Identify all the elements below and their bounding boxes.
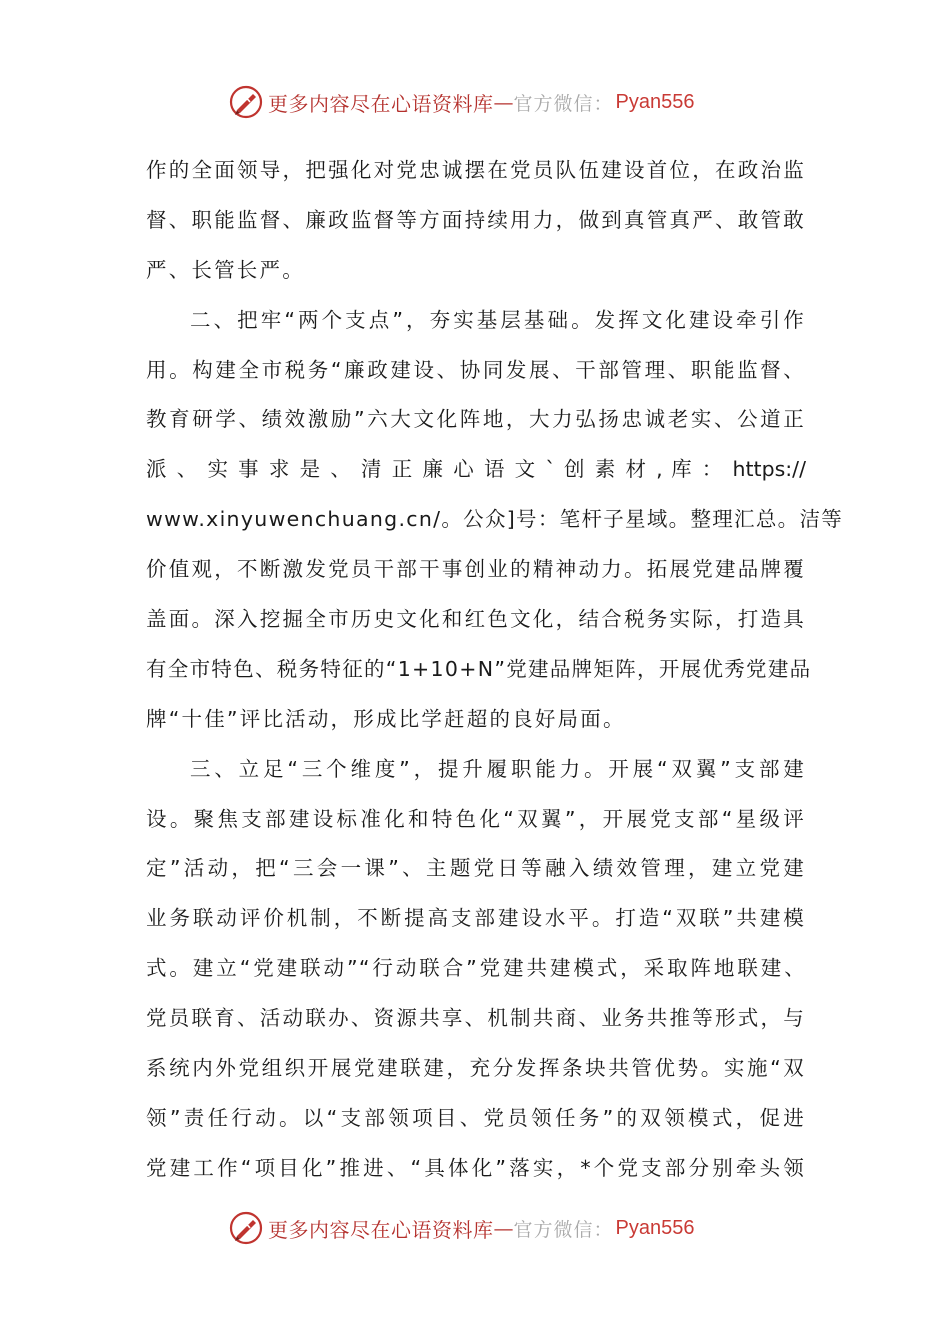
text-line: 教育研学、绩效激励”六大文化阵地，大力弘扬忠诚老实、公道正 [146, 407, 806, 432]
banner-contact-label: 官方微信： [513, 1218, 614, 1241]
text-line: 定”活动，把“三会一课”、主题党日等融入绩效管理，建立党建 [146, 856, 806, 881]
text-line: 设。聚焦支部建设标准化和特色化“双翼”，开展党支部“星级评 [146, 806, 806, 831]
text-line: 用。构建全市税务“廉政建设、协同发展、干部管理、职能监督、 [146, 357, 806, 382]
text-line: 党建工作“项目化”推进、“具体化”落实，*个党支部分别牵头领 [146, 1155, 806, 1180]
text-line: 派 、 实 事 求 是 、 清 正 廉 心 语 文 ` 创 素 材 , 库 ： https:// [146, 457, 806, 482]
banner-brand: 更多内容尽在心语资料库 [268, 91, 494, 116]
banner-contact-label: 官方微信： [513, 92, 614, 115]
paragraph-start-line: 三、立足“三个维度”，提升履职能力。开展“双翼”支部建 [190, 756, 806, 781]
banner-brand: 更多内容尽在心语资料库 [268, 1217, 494, 1242]
document-body [146, 146, 844, 1194]
text-line: 督、职能监督、廉政监督等方面持续用力，做到真管真严、敢管敢 [146, 207, 806, 232]
text-line: 牌“十佳”评比活动，形成比学赶超的良好局面。 [146, 706, 626, 731]
text-line: www.xinyuwenchuang.cn/。公众]号：笔杆子星域。整理汇总。洁等 [146, 507, 844, 532]
text-line: 盖面。深入挖掘全市历史文化和红色文化，结合税务实际，打造具 [146, 607, 806, 632]
text-line: 严、长管长严。 [146, 257, 305, 282]
pen-logo-icon [228, 84, 264, 120]
banner-wechat-id: Pyan556 [615, 1216, 695, 1239]
text-line: 有全市特色、税务特征的“1+10+N”党建品牌矩阵，开展优秀党建品 [146, 656, 812, 681]
header-banner [228, 82, 694, 122]
text-line: 领”责任行动。以“支部领项目、党员领任务”的双领模式，促进 [146, 1105, 806, 1130]
pen-logo-icon [228, 1210, 264, 1246]
banner-wechat-id: Pyan556 [615, 90, 695, 113]
text-line: 式。建立“党建联动”“行动联合”党建共建模式，采取阵地联建、 [146, 956, 806, 981]
text-line: 系统内外党组织开展党建联建，充分发挥条块共管优势。实施“双 [146, 1056, 806, 1081]
text-line: 党员联育、活动联办、资源共享、机制共商、业务共推等形式，与 [146, 1006, 806, 1031]
banner-dash: — [493, 1216, 514, 1240]
text-line: 业务联动评价机制，不断提高支部建设水平。打造“双联”共建模 [146, 906, 806, 931]
footer-banner [228, 1208, 694, 1248]
banner-dash: — [493, 90, 514, 114]
paragraph-start-line: 二、把牢“两个支点”，夯实基层基础。发挥文化建设牵引作 [190, 307, 806, 332]
text-line: 作的全面领导，把强化对党忠诚摆在党员队伍建设首位，在政治监 [146, 158, 806, 182]
text-line: 价值观，不断激发党员干部干事创业的精神动力。拓展党建品牌覆 [146, 557, 806, 582]
